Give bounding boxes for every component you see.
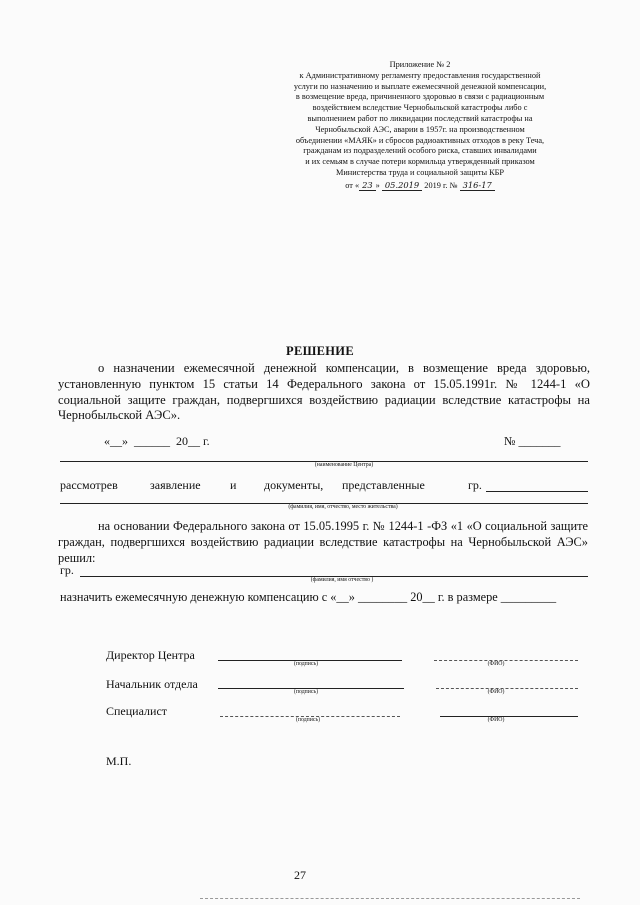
signature-title: Директор Центра (106, 648, 195, 662)
caption-center: (наименование Центра) (314, 462, 374, 468)
date-year: 20__ г. (176, 434, 210, 448)
order-mid: » (375, 180, 380, 190)
order-line (250, 180, 590, 192)
scan-artifact-line (200, 898, 580, 899)
caption-fio: (ФИО) (487, 689, 505, 695)
date-day: «__» (104, 434, 128, 448)
appendix-block (250, 60, 590, 192)
order-number-handwritten: 316-17 (460, 180, 495, 191)
document-title: РЕШЕНИЕ (286, 344, 354, 358)
appendix-line: Чернобыльской АЭС, аварии в 1957г. на производственном (315, 124, 525, 134)
signature-title: Специалист (106, 704, 168, 718)
appendix-line: выполнением работ по ликвидации последствий катастрофы на (307, 113, 533, 123)
review-word: представленные (342, 478, 425, 492)
appendix-line: услуги по назначению и выплате ежемесячной денежной компенсации, (293, 81, 547, 91)
appendix-line: к Административному регламенту предоставления государственной (299, 70, 541, 80)
appendix-line: Министерства труда и социальной защиты КБР (335, 167, 505, 177)
citizen-name-line (486, 491, 588, 492)
date-month-blank: ______ (134, 434, 170, 448)
order-month-handwritten: 05.2019 (382, 180, 422, 191)
appendix-line: объединении «МАЯК» и сбросов радиоактивных отходов в реку Теча, (295, 135, 545, 145)
order-day-handwritten: 23 (359, 180, 376, 191)
review-word: рассмотрев (60, 478, 118, 492)
caption-fio: (ФИО) (487, 661, 505, 667)
review-word: и (230, 478, 237, 492)
citizen-prefix: гр. (60, 563, 74, 577)
order-year: 2019 г. № (424, 180, 458, 190)
appendix-line: гражданам из подразделений особого риска, ставших инвалидами (303, 146, 537, 156)
basis-paragraph: на основании Федерального закона от 15.05.1995 г. № 1244-1 -ФЗ «1 «О социальной защите граждан, подвергшихся воздействию радиации вследствие катастрофы на Чернобыльской АЭС» решил: (58, 519, 588, 565)
appendix-line: и их семьям в случае потери кормильца утвержденный приказом (305, 157, 535, 167)
appendix-line: Приложение № 2 (389, 60, 451, 69)
assign-text: назначить ежемесячную денежную компенсацию с «__» ________ 20__ г. в размере _________ (60, 590, 557, 604)
caption-fio: (ФИО) (487, 717, 505, 723)
caption-sign: (подпись) (293, 661, 319, 667)
subject-paragraph: о назначении ежемесячной денежной компенсации, в возмещение вреда здоровью, установленную пунктом 15 статьи 14 Федерального закона от 15.05.1991г. № 1244-1 «О социальной защите граждан, подвергшихся воздействию радиации вследствие катастрофы на Чернобыльской АЭС». (58, 361, 590, 423)
review-word: документы, (264, 478, 324, 492)
review-word: гр. (468, 478, 482, 492)
caption-sign: (подпись) (295, 717, 321, 723)
appendix-line: в возмещение вреда, причиненного здоровью в связи с радиационным (295, 92, 545, 102)
signature-title: Начальник отдела (106, 677, 198, 691)
caption-person: (фамилия, имя отчество ) (310, 577, 374, 583)
caption-sign: (подпись) (293, 689, 319, 695)
page-number: 27 (294, 868, 306, 882)
stamp-place: М.П. (106, 754, 132, 768)
decision-number: № _______ (504, 434, 561, 448)
appendix-line: воздействием вследствие Чернобыльской катастрофы либо с (312, 103, 528, 113)
review-word: заявление (150, 478, 201, 492)
order-prefix: от « (345, 180, 360, 190)
caption-person-full: (фамилия, имя, отчество, место жительства) (288, 504, 398, 510)
